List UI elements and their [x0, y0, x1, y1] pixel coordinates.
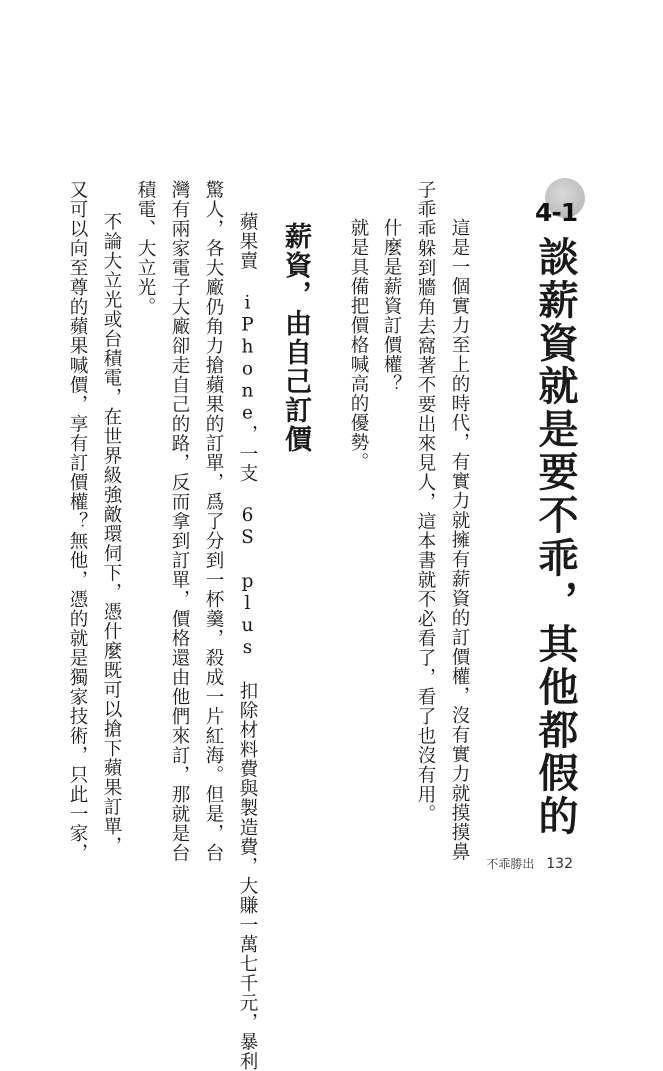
section-line-5: 不論大立光或台積電，在世界級強敵環伺下，憑什麼既可以搶下蘋果訂單，	[101, 212, 122, 856]
section-line-2: 驚人，各大廠仍角力搶蘋果的訂單，爲了分到一杯羹，殺成一片紅海。但是，台	[203, 180, 224, 863]
intro-line-4: 就是具備把價格喊高的優勢。	[348, 218, 369, 472]
intro-line-3: 什麼是薪資訂價權？	[381, 218, 402, 394]
section-line-3: 灣有兩家電子大廠卻走自己的路，反而拿到訂單，價格還由他們來訂，那就是台	[169, 180, 190, 863]
running-title: 不乖勝出	[486, 857, 535, 871]
intro-line-2: 子乖乖躲到牆角去窩著不要出來見人，這本書就不必看了，看了也沒有用。	[415, 180, 436, 824]
page-footer	[486, 855, 573, 872]
chapter-title: 談薪資就是要不乖，其他都假的	[532, 236, 579, 838]
chapter-number-badge	[535, 178, 585, 227]
chapter-number: 4-1	[535, 198, 578, 227]
section-line-4: 積電、大立光。	[135, 180, 156, 317]
section-line-1: 蘋果賣 iPhone，一支 6S plus 扣除材料費與製造費，大賺一萬七千元，暴利	[237, 212, 258, 1071]
intro-line-1: 這是一個實力至上的時代，有實力就擁有薪資的訂價權，沒有實力就摸摸鼻	[449, 218, 470, 862]
page-number: 132	[546, 856, 573, 872]
section-line-6: 又可以向至尊的蘋果喊價，享有訂價權？無他，憑的就是獨家技術，只此一家，	[67, 180, 88, 863]
section-heading: 薪資，由自己訂價	[280, 222, 311, 454]
